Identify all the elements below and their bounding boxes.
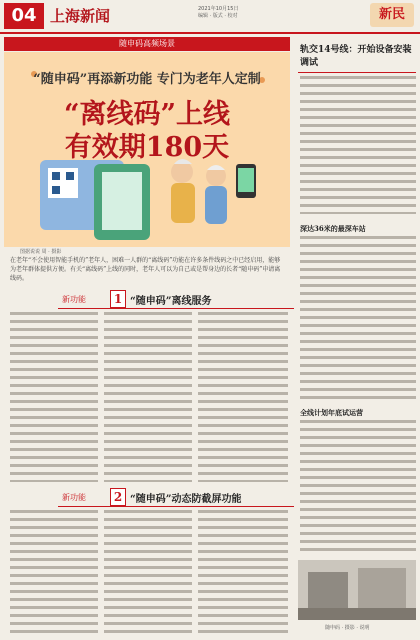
- person-body-icon: [171, 183, 195, 223]
- right-subhead-2: 全线计划年底试运营: [300, 408, 363, 417]
- header-rule: [0, 32, 420, 34]
- section-number: 2: [110, 488, 126, 506]
- photo-graphic: [298, 560, 416, 620]
- meta-text: 编辑 · 版式 · 校对: [198, 13, 238, 19]
- right-subhead-1: 深达36米的最深车站: [300, 224, 366, 233]
- date-line: [198, 6, 238, 20]
- feature-banner: 随申码高频场景: [4, 37, 290, 51]
- right-article-title: 轨交14号线：开始设备安装调试: [300, 45, 412, 68]
- right-body-1: [300, 76, 416, 214]
- right-title-rule: [298, 72, 416, 73]
- person-head-icon: [171, 161, 193, 183]
- right-photo: [298, 560, 416, 620]
- photo-credit: 图据说说 周 · 摄影: [20, 249, 62, 255]
- photo-caption: 随申码 · 摄影 · 说明: [325, 625, 370, 631]
- feature-headline-1: “离线码”上线: [63, 99, 231, 130]
- page-number: 04: [4, 3, 44, 29]
- section-2-col-3: [198, 510, 288, 634]
- section-number: 1: [110, 290, 126, 308]
- section-2-col-1: [10, 510, 98, 634]
- brand-logo: 新民: [370, 3, 414, 27]
- lead-paragraph: 在老年“不会使用智能手机的”老年人，困难一人群的“离线码”功能在许多条件线码之中已经启用，能够为老年群体提供方便。有关“离线码”上线的同时，老年人可以为自己或是帮身边的长者“随申码”申请离线码。: [10, 257, 281, 282]
- section-rule: [58, 506, 294, 507]
- feature-illustration: [4, 52, 290, 247]
- section-1-col-2: [104, 312, 192, 482]
- section-title: 上海新闻: [50, 7, 111, 25]
- section-2-col-2: [104, 510, 192, 634]
- section-tag: 新功能: [62, 295, 86, 304]
- feature-headline-2: 有效期180天: [64, 132, 230, 163]
- right-body-2: [300, 236, 416, 400]
- section-title: “随申码”动态防截屏功能: [130, 494, 242, 505]
- section-rule: [58, 308, 294, 309]
- date-text: 2021年10月15日: [198, 6, 239, 12]
- section-1-col-3: [198, 312, 288, 482]
- section-tag: 新功能: [62, 493, 86, 502]
- section-2-header: [62, 488, 250, 506]
- right-body-3: [300, 420, 416, 554]
- section-1-header: [62, 290, 250, 308]
- section-title: “随申码”离线服务: [130, 296, 212, 307]
- section-1-col-1: [10, 312, 98, 482]
- feature-kicker: “随申码”再添新功能 专门为老年人定制: [33, 72, 261, 87]
